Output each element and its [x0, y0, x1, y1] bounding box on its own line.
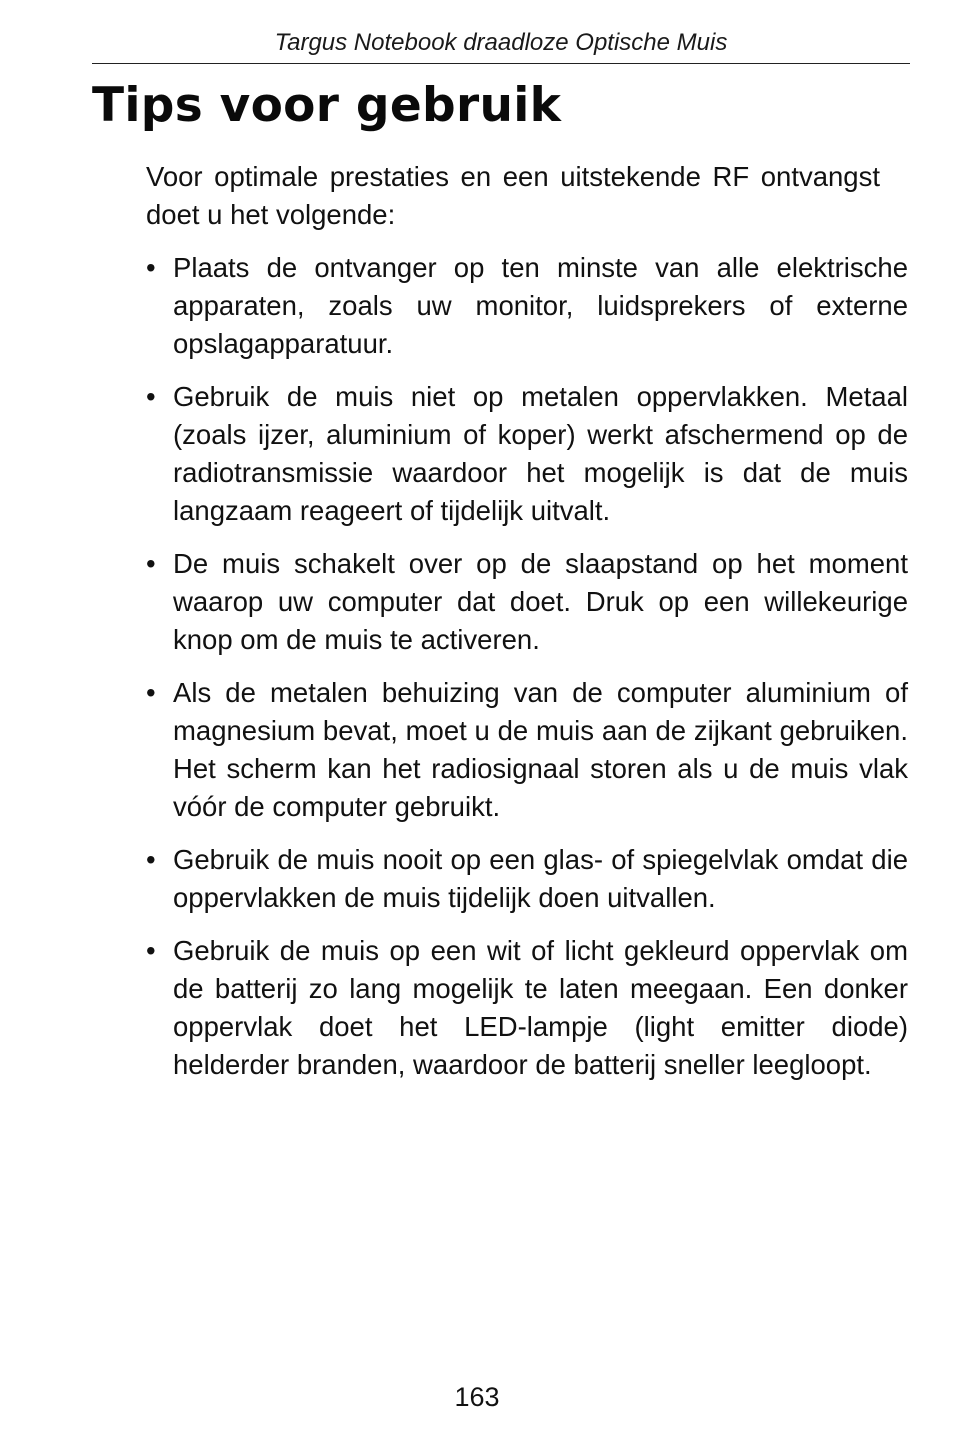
list-item	[146, 249, 908, 363]
list-item	[146, 841, 908, 917]
list-item	[146, 378, 908, 530]
page-number: 163	[454, 1382, 500, 1412]
bullet-icon: •	[146, 548, 156, 579]
tip-text: Plaats de ontvanger op ten minste van alle elektrische apparaten, zoals uw monitor, luidsprekers of externe opslagapparatuur.	[173, 252, 908, 359]
bullet-icon: •	[146, 677, 156, 708]
bullet-icon: •	[146, 252, 156, 283]
bullet-icon: •	[146, 844, 156, 875]
intro-paragraph: Voor optimale prestaties en een uitstekende RF ontvangst doet u het volgende:	[146, 161, 880, 230]
tip-text: Gebruik de muis nooit op een glas- of spiegelvlak omdat die oppervlakken de muis tijdelijk doen uitvallen.	[173, 844, 908, 913]
list-item	[146, 545, 908, 659]
tips-list	[146, 249, 908, 1084]
bullet-icon: •	[146, 381, 156, 412]
list-item	[146, 932, 908, 1084]
page-title: Tips voor gebruik	[92, 78, 562, 133]
bullet-icon: •	[146, 935, 156, 966]
running-header: Targus Notebook draadloze Optische Muis	[274, 29, 728, 56]
tip-text: Gebruik de muis op een wit of licht gekleurd oppervlak om de batterij zo lang mogelijk te laten meegaan. Een donker oppervlak doet het LED-lampje (light emitter diode) helderder branden, waardoor de batterij sneller leegloopt.	[173, 935, 908, 1080]
tip-text: Als de metalen behuizing van de computer aluminium of magnesium bevat, moet u de muis aan de zijkant gebruiken. Het scherm kan het radiosignaal storen als u de muis vlak vóór de computer gebruikt.	[173, 677, 908, 822]
tip-text: De muis schakelt over op de slaapstand op het moment waarop uw computer dat doet. Druk op een willekeurige knop om de muis te activeren.	[173, 548, 908, 655]
list-item	[146, 674, 908, 826]
tip-text: Gebruik de muis niet op metalen oppervlakken. Metaal (zoals ijzer, aluminium of koper) werkt afschermend op de radiotransmissie waardoor het mogelijk is dat de muis langzaam reageert of tijdelijk uitvalt.	[173, 381, 908, 526]
header-divider	[92, 63, 910, 64]
page-content	[146, 158, 908, 1099]
